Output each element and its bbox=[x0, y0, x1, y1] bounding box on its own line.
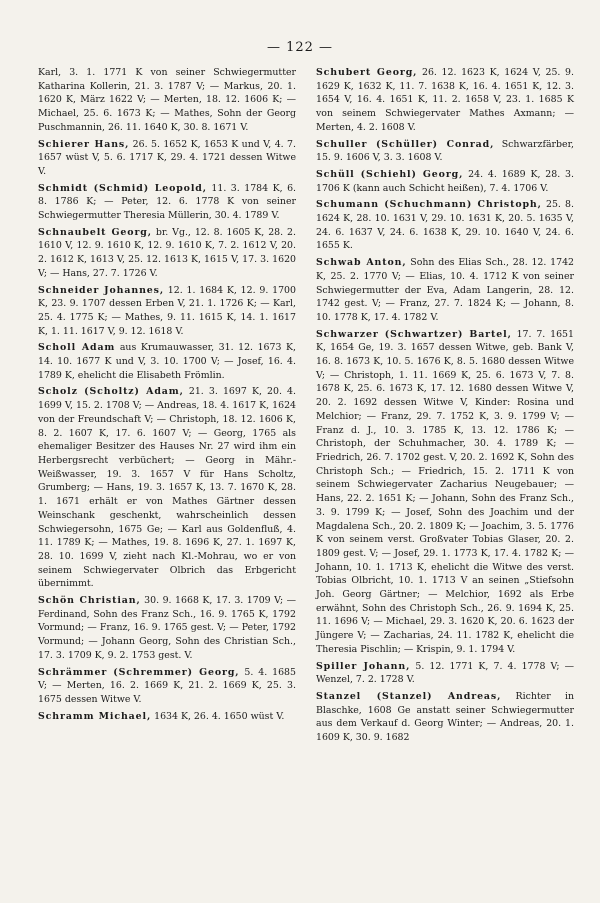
entry-surname: Schumann (Schuchmann) Christoph, bbox=[316, 199, 542, 211]
entry-text: Richter in Blaschke, 1608 Ge anstatt seiner Schwiegermutter aus dem Verkauf d. Georg Winter; — Andreas, 20. 1. 1609 K, 30. 9. 1682 bbox=[316, 690, 574, 744]
register-entry bbox=[316, 66, 574, 135]
entry-surname: Schüll (Schiehl) Georg, bbox=[316, 168, 464, 180]
register-entry bbox=[38, 594, 296, 663]
entry-surname: Scholl Adam bbox=[38, 342, 116, 354]
register-entry bbox=[38, 710, 296, 724]
register-entry bbox=[316, 690, 574, 745]
entry-surname: Schnaubelt Georg, bbox=[38, 226, 152, 238]
register-entry bbox=[38, 138, 296, 179]
register-entry bbox=[316, 168, 574, 195]
entry-surname: Schwarzer (Schwartzer) Bartel, bbox=[316, 328, 512, 340]
register-entry bbox=[38, 66, 296, 135]
register-entry bbox=[316, 138, 574, 165]
entry-text: 24. 4. 1689 K, 28. 3. 1706 K (kann auch Schicht heißen), 7. 4. 1706 V. bbox=[316, 168, 574, 194]
register-entry bbox=[316, 198, 574, 253]
entry-text: 17. 7. 1651 K, 1654 Ge, 19. 3. 1657 dessen Witwe, geb. Bank V, 16. 8. 1673 K, 10. 5. 1676 K, 8. 5. 1680 dessen Witwe V; — Christoph, 1. 11. 1669 K, 25. 6. 1673 V, 7. 8. 1678 K, 25. 6. 1673 K, 17. 12. 1680 dessen Witwe V, 20. 2. 1692 dessen Witwe V, Kinder: Rosina und Melchior; — Franz, 29. 7. 1752 K, 3. 9. 1799 V; — Franz d. J., 10. 3. 1785 K, 13. 12. 1786 K; — Christoph, der Schuhmacher, 30. 4. 1789 K; — Friedrich, 26. 7. 1702 gest. V, 20. 2. 1692 K, Sohn des Christoph Sch.; — Friedrich, 15. 2. 1711 K von seinem Schwiegervater Zacharius Neugebauer; — Hans, 22. 2. 1651 K; — Johann, Sohn des Franz Sch., 3. 9. 1799 K; — Josef, Sohn des Joachim und der Magdalena Sch., 20. 2. 1809 K; — Joachim, 3. 5. 1776 K von seinem verst. Großvater Tobias Glaser, 20. 2. 1809 gest. V; — Josef, 29. 1. 1773 K, 17. 4. 1782 K; — Johann, 10. 1. 1713 K, ehelicht die Witwe des verst. Tobias Olbricht, 10. 1. 1713 V an seinen „Stiefsohn Joh. Georg Gärtner; — Melchior, 1692 als Erbe erwähnt, Sohn des Christoph Sch., 26. 9. 1694 K, 25. 11. 1696 V; — Michael, 29. 3. 1620 K, 20. 6. 1623 der Jüngere V; — Zacharias, 24. 11. 1782 K, ehelicht die Theresia Pischlin; — Krispin, 9. 1. 1794 V. bbox=[316, 328, 574, 655]
entry-surname: Schubert Georg, bbox=[316, 67, 418, 78]
entry-text: 1634 K, 26. 4. 1650 wüst V. bbox=[151, 710, 285, 722]
left-column bbox=[38, 66, 296, 748]
entry-text: Schwarzfärber, 15. 9. 1606 V, 3. 3. 1608 V. bbox=[316, 138, 574, 164]
register-entry bbox=[38, 226, 296, 281]
page-number: — 122 — bbox=[266, 40, 334, 55]
entry-surname: Schneider Johannes, bbox=[38, 284, 164, 296]
register-entry bbox=[38, 341, 296, 382]
entry-surname: Schmidt (Schmid) Leopold, bbox=[38, 182, 207, 194]
entry-surname: Schramm Michael, bbox=[38, 710, 152, 722]
right-column bbox=[316, 66, 574, 748]
entry-text: Karl, 3. 1. 1771 K von seiner Schwiegermutter Katharina Kollerin, 21. 3. 1787 V; — Markus, 20. 1. 1620 K, März 1622 V; — Merten, 18. 12. 1606 K; — Michael, 25. 6. 1673 K; — Mathes, Sohn der Georg Puschmannin, 26. 11. 1640 K, 30. 8. 1671 V. bbox=[38, 67, 296, 133]
register-entry bbox=[316, 660, 574, 687]
entry-surname: Schierer Hans, bbox=[38, 138, 130, 150]
register-entry bbox=[316, 328, 574, 657]
entry-surname: Scholz (Scholtz) Adam, bbox=[38, 386, 184, 398]
entry-text: 25. 8. 1624 K, 28. 10. 1631 V, 29. 10. 1631 K, 20. 5. 1635 V, 24. 6. 1637 V, 24. 6. 1638 K, 29. 10. 1640 V, 24. 6. 1655 K. bbox=[316, 199, 574, 252]
entry-text: 26. 12. 1623 K, 1624 V, 25. 9. 1629 K, 1632 K, 11. 7. 1638 K, 16. 4. 1651 K, 12. 3. 1654 V, 16. 4. 1651 K, 11. 2. 1658 V, 23. 1. 1685 K von seinem Schwiegervater Mathes Axmann; — Merten, 4. 2. 1608 V. bbox=[316, 67, 574, 133]
register-entry bbox=[38, 666, 296, 707]
register-entry bbox=[316, 256, 574, 325]
register-entry bbox=[38, 182, 296, 223]
register-columns bbox=[38, 66, 574, 748]
entry-text: 26. 5. 1652 K, 1653 K und V, 4. 7. 1657 wüst V, 5. 6. 1717 K, 29. 4. 1721 dessen Witwe V. bbox=[38, 138, 296, 177]
entry-text: br. Vg., 12. 8. 1605 K, 28. 2. 1610 V, 12. 9. 1610 K, 12. 9. 1610 K, 7. 2. 1612 V, 20. 2. 1612 K, 1613 V, 25. 12. 1613 K, 1615 V, 17. 3. 1620 V; — Hans, 27. 7. 1726 V. bbox=[38, 226, 296, 279]
entry-text: 12. 1. 1684 K, 12. 9. 1700 K, 23. 9. 1707 dessen Erben V, 21. 1. 1726 K; — Karl, 25. 4. 1775 K; — Mathes, 9. 11. 1615 K, 14. 1. 1617 K, 1. 11. 1617 V, 9. 12. 1618 V. bbox=[38, 284, 296, 337]
entry-surname: Schwab Anton, bbox=[316, 257, 407, 269]
entry-surname: Schuller (Schüller) Conrad, bbox=[316, 138, 495, 150]
register-entry bbox=[38, 284, 296, 339]
entry-text: 30. 9. 1668 K, 17. 3. 1709 V; — Ferdinand, Sohn des Franz Sch., 16. 9. 1765 K, 1792 Vormund; — Franz, 16. 9. 1765 gest. V; — Peter, 1792 Vormund; — Johann Georg, Sohn des Christian Sch., 17. 3. 1709 K, 9. 2. 1753 gest. V. bbox=[38, 595, 296, 661]
register-entry bbox=[38, 385, 296, 591]
entry-text: 5. 12. 1771 K, 7. 4. 1778 V; — Wenzel, 7. 2. 1728 V. bbox=[316, 660, 575, 686]
entry-text: 5. 4. 1685 V; — Merten, 16. 2. 1669 K, 21. 2. 1669 K, 25. 3. 1675 dessen Witwe V. bbox=[38, 666, 296, 705]
entry-surname: Spiller Johann, bbox=[316, 660, 411, 672]
entry-surname: Schön Christian, bbox=[38, 595, 141, 607]
entry-text: 21. 3. 1697 K, 20. 4. 1699 V, 15. 2. 1708 V; — Andreas, 18. 4. 1617 K, 1624 von der Freundschaft V; — Christoph, 18. 12. 1606 K, 8. 2. 1607 K, 17. 6. 1607 V; — Georg, 1765 als ehemaliger Besitzer des Hauses Nr. 27 wird ihm ein Herbergsrecht verbüchert; — Georg in Mähr.-Weißwasser, 19. 3. 1657 V für Hans Scholtz, Grumberg; — Hans, 19. 3. 1657 K, 13. 7. 1670 K, 28. 1. 1671 erhält er von Mathes Gärtner dessen Weinschank geschenkt, wahrscheinlich dessen Schwiegersohn, 1675 Ge; — Karl aus Goldenfluß, 4. 11. 1789 K; — Mathes, 19. 8. 1696 K, 27. 1. 1697 K, 28. 10. 1699 V, zieht nach Kl.-Mohrau, wo er von seinem Schwiegervater Olbrich das Erbgericht übernimmt. bbox=[38, 386, 297, 590]
entry-text: Sohn des Elias Sch., 28. 12. 1742 K, 25. 2. 1770 V; — Elias, 10. 4. 1712 K von seiner Schwiegermutter der Eva, Adam Langerin, 28. 12. 1742 gest. V; — Franz, 27. 7. 1824 K; — Johann, 8. 10. 1778 K, 17. 4. 1782 V. bbox=[316, 257, 575, 323]
entry-text: 11. 3. 1784 K, 6. 8. 1786 K; — Peter, 12. 6. 1778 K von seiner Schwiegermutter Theresia Müllerin, 30. 4. 1789 V. bbox=[38, 182, 297, 222]
entry-surname: Schrämmer (Schremmer) Georg, bbox=[38, 666, 240, 678]
entry-surname: Stanzel (Stanzel) Andreas, bbox=[316, 690, 502, 702]
entry-text: aus Krumauwasser, 31. 12. 1673 K, 14. 10. 1677 K und V, 3. 10. 1700 V; — Josef, 16. 4. 1789 K, ehelicht die Elisabeth Frömlin. bbox=[38, 342, 296, 381]
